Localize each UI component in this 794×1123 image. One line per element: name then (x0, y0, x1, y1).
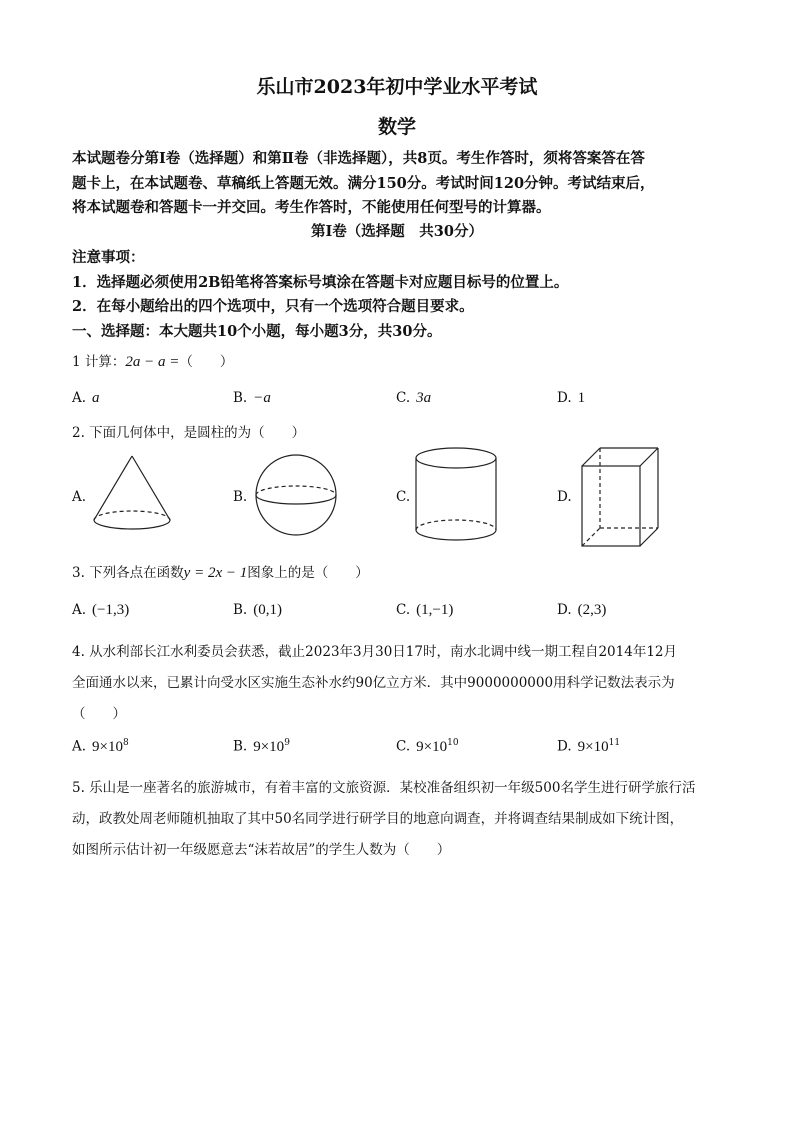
q1-stem (72, 350, 233, 371)
q5-line-1: 5. 乐山是一座著名的旅游城市，有着丰富的文旅资源．某校准备组织初一年级500名学生进行研学旅行活 (72, 780, 696, 796)
q4-option-d[interactable] (557, 738, 620, 756)
option-letter: D. (557, 738, 572, 755)
option-letter: A. (72, 602, 87, 618)
option-exponent: 8 (123, 738, 129, 748)
cylinder-figure (414, 446, 504, 546)
option-exponent: 11 (608, 738, 621, 748)
q3-option-a[interactable] (72, 602, 129, 619)
option-value: (2,3) (577, 602, 607, 618)
option-value: (−1,3) (92, 602, 130, 618)
option-letter: D. (557, 602, 572, 618)
q2-option-d[interactable] (557, 489, 572, 505)
q4-option-b[interactable] (233, 738, 290, 756)
q3-option-c[interactable] (396, 602, 453, 619)
option-value: 3a (416, 390, 432, 406)
q3-expression: y = 2x − 1 (183, 565, 248, 581)
option-value: 9×10 (577, 738, 609, 755)
option-letter: A. (72, 489, 87, 505)
q1-stem-prefix: 1 计算： (72, 354, 126, 370)
subject-title: 数学 (377, 116, 416, 138)
option-letter: D. (557, 489, 572, 505)
option-exponent: 9 (284, 738, 290, 748)
q4-paren: （ ） (72, 706, 126, 722)
q2-option-b[interactable] (233, 489, 247, 505)
option-letter: B. (233, 390, 248, 406)
option-letter: A. (72, 738, 87, 755)
q1-option-a[interactable] (72, 390, 100, 407)
option-letter: C. (396, 489, 411, 505)
sphere-figure (252, 455, 342, 539)
option-letter: C. (396, 602, 411, 618)
option-letter: B. (233, 602, 248, 618)
q3-option-b[interactable] (233, 602, 282, 619)
option-letter: A. (72, 390, 87, 406)
option-letter: B. (233, 489, 248, 505)
q4-option-c[interactable] (396, 738, 459, 756)
option-value: a (92, 390, 100, 406)
notes-title: 注意事项： (72, 249, 145, 266)
option-value: 1 (577, 390, 586, 406)
notes-item-2: 2．在每小题给出的四个选项中，只有一个选项符合题目要求。 (72, 298, 474, 315)
cuboid-figure (578, 446, 668, 550)
q1-expression: 2a − a = (125, 354, 180, 370)
q2-option-c[interactable] (396, 489, 410, 505)
q3-stem-prefix: 3. 下列各点在函数 (72, 565, 184, 581)
q1-option-b[interactable] (233, 390, 271, 407)
option-value: (1,−1) (416, 602, 454, 618)
q3-option-d[interactable] (557, 602, 606, 619)
q2-option-a[interactable] (72, 489, 86, 505)
q5-line-3: 如图所示估计初一年级愿意去“沫若故居”的学生人数为（ ） (72, 842, 451, 858)
option-letter: C. (396, 390, 411, 406)
option-value: (0,1) (253, 602, 282, 618)
intro-line-3: 将本试题卷和答题卡一并交回。考生作答时，不能使用任何型号的计算器。 (72, 199, 551, 216)
intro-line-2: 题卡上，在本试题卷、草稿纸上答题无效。满分150分。考试时间120分钟。考试结束后， (72, 175, 655, 192)
option-value: 9×10 (92, 738, 124, 755)
part1-heading: 一、选择题：本大题共10个小题，每小题3分，共30分。 (72, 323, 442, 340)
option-value: −a (253, 390, 271, 406)
option-exponent: 10 (447, 738, 459, 748)
intro-line-1: 本试题卷分第Ⅰ卷（选择题）和第Ⅱ卷（非选择题），共8页。考生作答时，须将答案答在答 (72, 150, 645, 167)
option-letter: B. (233, 738, 248, 755)
q5-line-2: 动，政教处周老师随机抽取了其中50名同学进行研学目的地意向调查，并将调查结果制成如下统计图， (72, 811, 684, 827)
cone-figure (88, 452, 178, 536)
option-value: 9×10 (253, 738, 285, 755)
q1-paren: （ ） (179, 354, 234, 370)
option-value: 9×10 (416, 738, 448, 755)
q1-option-d[interactable] (557, 390, 585, 407)
exam-title: 乐山市2023年初中学业水平考试 (256, 76, 538, 98)
q4-option-a[interactable] (72, 738, 129, 756)
q1-option-c[interactable] (396, 390, 431, 407)
q4-line-2: 全面通水以来，已累计向受水区实施生态补水约90亿立方米．其中9000000000用科学记数法表示为 (72, 675, 675, 691)
q3-stem (72, 561, 369, 582)
q2-stem: 2. 下面几何体中，是圆柱的为（ ） (72, 425, 306, 441)
q3-stem-suffix: 图象上的是（ ） (247, 565, 369, 581)
notes-item-1: 1．选择题必须使用2B铅笔将答案标号填涂在答题卡对应题目标号的位置上。 (72, 274, 569, 291)
q4-line-1: 4. 从水利部长江水利委员会获悉，截止2023年3月30日17时，南水北调中线一期工程自2014年12月 (72, 644, 678, 660)
option-letter: C. (396, 738, 411, 755)
option-letter: D. (557, 390, 572, 406)
section-header: 第Ⅰ卷（选择题 共30分） (311, 223, 483, 240)
